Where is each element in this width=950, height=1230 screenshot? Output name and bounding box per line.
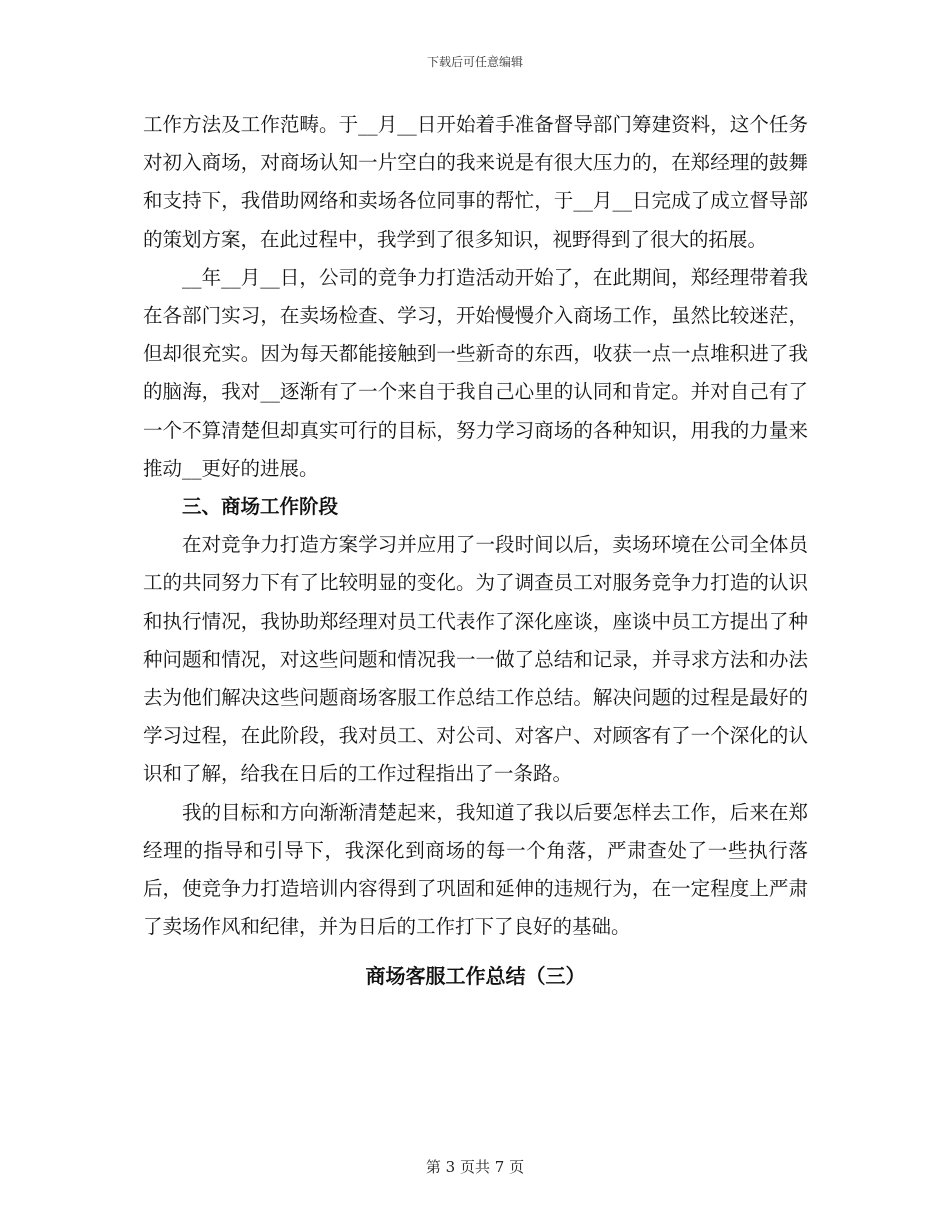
paragraph-3: 在对竞争力打造方案学习并应用了一段时间以后，卖场环境在公司全体员工的共同努力下有了比较明显的变化。为了调查员工对服务竞争力打造的认识和执行情况，我协助郑经理对员工代表作了深化座谈，座谈中员工方提出了种种问题和情况，对这些问题和情况我一一做了总结和记录，并寻求方法和办法去为他们解决这些问题商场客服工作总结工作总结。解决问题的过程是最好的学习过程，在此阶段，我对员工、对公司、对客户、对顾客有了一个深化的认识和了解，给我在日后的工作过程指出了一条路。: [143, 533, 808, 786]
page-header: 下载后可任意编辑: [426, 55, 523, 69]
section-heading: 三、商场工作阶段: [182, 495, 339, 519]
document-title: 商场客服工作总结（三）: [365, 964, 586, 989]
document-body: [143, 106, 808, 996]
paragraph-2: __年__月__日，公司的竞争力打造活动开始了，在此期间，郑经理带着我在各部门实习，在卖场检查、学习，开始慢慢介入商场工作，虽然比较迷茫，但却很充实。因为每天都能接触到一些新奇的东西，收获一点一点堆积进了我的脑海，我对__逐渐有了一个来自于我自己心里的认同和肯定。并对自己有了一个不算清楚但却真实可行的目标，努力学习商场的各种知识，用我的力量来推动__更好的进展。: [143, 265, 808, 480]
paragraph-1: 工作方法及工作范畴。于__月__日开始着手准备督导部门筹建资料，这个任务对初入商场，对商场认知一片空白的我来说是有很大压力的，在郑经理的鼓舞和支持下，我借助网络和卖场各位同事的帮忙，于__月__日完成了成立督导部的策划方案，在此过程中，我学到了很多知识，视野得到了很大的拓展。: [143, 113, 808, 251]
paragraph-4: 我的目标和方向渐渐清楚起来，我知道了我以后要怎样去工作，后来在郑经理的指导和引导下，我深化到商场的每一个角落，严肃查处了一些执行落后，使竞争力打造培训内容得到了巩固和延伸的违规行为，在一定程度上严肃了卖场作风和纪律，并为日后的工作打下了良好的基础。: [143, 800, 808, 939]
page-footer: 第 3 页共 7 页: [425, 1158, 525, 1176]
